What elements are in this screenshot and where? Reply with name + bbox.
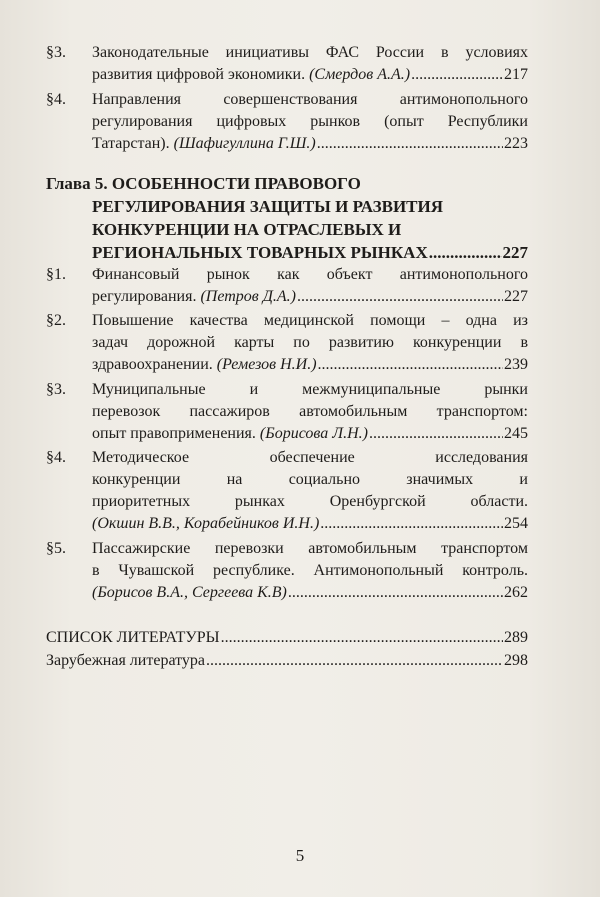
section-number: §1. <box>46 266 66 283</box>
dot-leader <box>320 513 503 535</box>
bibliography-label: СПИСОК ЛИТЕРАТУРЫ <box>46 629 220 646</box>
entry-author: (Ремезов Н.И.) <box>216 356 317 373</box>
entry-title-line: Методическое обеспечение исследования <box>92 449 528 466</box>
entry-author: (Борисов В.А., Сергеева К.В) <box>92 584 287 601</box>
dot-leader <box>429 241 502 264</box>
entry-author: (Борисова Л.Н.) <box>259 425 368 442</box>
entry-title-line: регулирования цифровых рынков (опыт Республики <box>92 113 528 130</box>
dot-leader <box>369 423 503 445</box>
dot-leader <box>206 650 503 672</box>
bibliography-page-number: 289 <box>504 629 528 646</box>
page-number: 5 <box>295 846 305 865</box>
entry-title-line: Финансовый рынок как объект антимонопольного <box>92 266 528 283</box>
section-number: §3. <box>46 381 66 398</box>
entry-author: (Шафигуллина Г.Ш.) <box>173 135 316 152</box>
chapter-title-line: КОНКУРЕНЦИИ НА ОТРАСЛЕВЫХ И <box>92 220 402 239</box>
entry-title-line: Муниципальные и межмуниципальные рынки <box>92 381 528 398</box>
entry-title-line: конкуренции на социально значимых и <box>92 471 528 488</box>
entry-title-line: регулирования. <box>92 288 197 305</box>
entry-title-line: приоритетных рынках Оренбургской области. <box>92 493 528 510</box>
entry-author: (Окшин В.В., Корабейников И.Н.) <box>92 515 320 532</box>
toc-entry <box>46 379 528 445</box>
toc-entry <box>46 310 528 376</box>
entry-title-line: здравоохранении. <box>92 356 213 373</box>
section-number: §4. <box>46 91 66 108</box>
chapter-title-line: РЕГИОНАЛЬНЫХ ТОВАРНЫХ РЫНКАХ <box>92 243 428 262</box>
entry-title-line: развития цифровой экономики. <box>92 66 306 83</box>
chapter-title-line: РЕГУЛИРОВАНИЯ ЗАЩИТЫ И РАЗВИТИЯ <box>92 197 444 216</box>
entry-title-line: в Чувашской республике. Антимонопольный контроль. <box>92 562 528 579</box>
entry-title-line: Пассажирские перевозки автомобильным транспортом <box>92 540 528 557</box>
section-number: §3. <box>46 44 66 61</box>
entry-title-line: Направления совершенствования антимонопольного <box>92 91 528 108</box>
entry-page-number: 223 <box>504 135 528 152</box>
toc-entry <box>46 538 528 604</box>
entry-page-number: 262 <box>504 584 528 601</box>
section-number: §4. <box>46 449 66 466</box>
dot-leader <box>317 133 503 155</box>
entry-title-line: задач дорожной карты по развитию конкуренции в <box>92 334 528 351</box>
chapter-heading <box>46 172 528 264</box>
dot-leader <box>411 64 503 86</box>
dot-leader <box>318 354 503 376</box>
entry-page-number: 245 <box>504 425 528 442</box>
section-number: §5. <box>46 540 66 557</box>
dot-leader <box>297 286 503 308</box>
dot-leader <box>221 627 503 649</box>
entry-page-number: 227 <box>504 288 528 305</box>
chapter-page-number: 227 <box>502 243 528 262</box>
entry-title-line: опыт правоприменения. <box>92 425 256 442</box>
entry-title-line: Законодательные инициативы ФАС России в условиях <box>92 44 528 61</box>
entry-author: (Смердов А.А.) <box>309 66 411 83</box>
bibliography-label: Зарубежная литература <box>46 652 206 669</box>
bibliography-entry <box>46 627 528 649</box>
entry-title-line: перевозок пассажиров автомобильным транспортом: <box>92 403 528 420</box>
chapter-title-line: Глава 5. ОСОБЕННОСТИ ПРАВОВОГО <box>46 174 361 193</box>
toc-entry <box>46 447 528 535</box>
entry-title-line: Татарстан). <box>92 135 170 152</box>
bibliography-page-number: 298 <box>504 652 528 669</box>
toc-entry <box>46 89 528 155</box>
dot-leader <box>288 582 503 604</box>
section-number: §2. <box>46 312 66 329</box>
entry-page-number: 217 <box>504 66 528 83</box>
entry-title-line: Повышение качества медицинской помощи – одна из <box>92 312 528 329</box>
bibliography-entry <box>46 650 528 672</box>
toc-entry <box>46 264 528 308</box>
entry-page-number: 254 <box>504 515 528 532</box>
toc-entry <box>46 42 528 86</box>
entry-page-number: 239 <box>504 356 528 373</box>
entry-author: (Петров Д.А.) <box>200 288 296 305</box>
